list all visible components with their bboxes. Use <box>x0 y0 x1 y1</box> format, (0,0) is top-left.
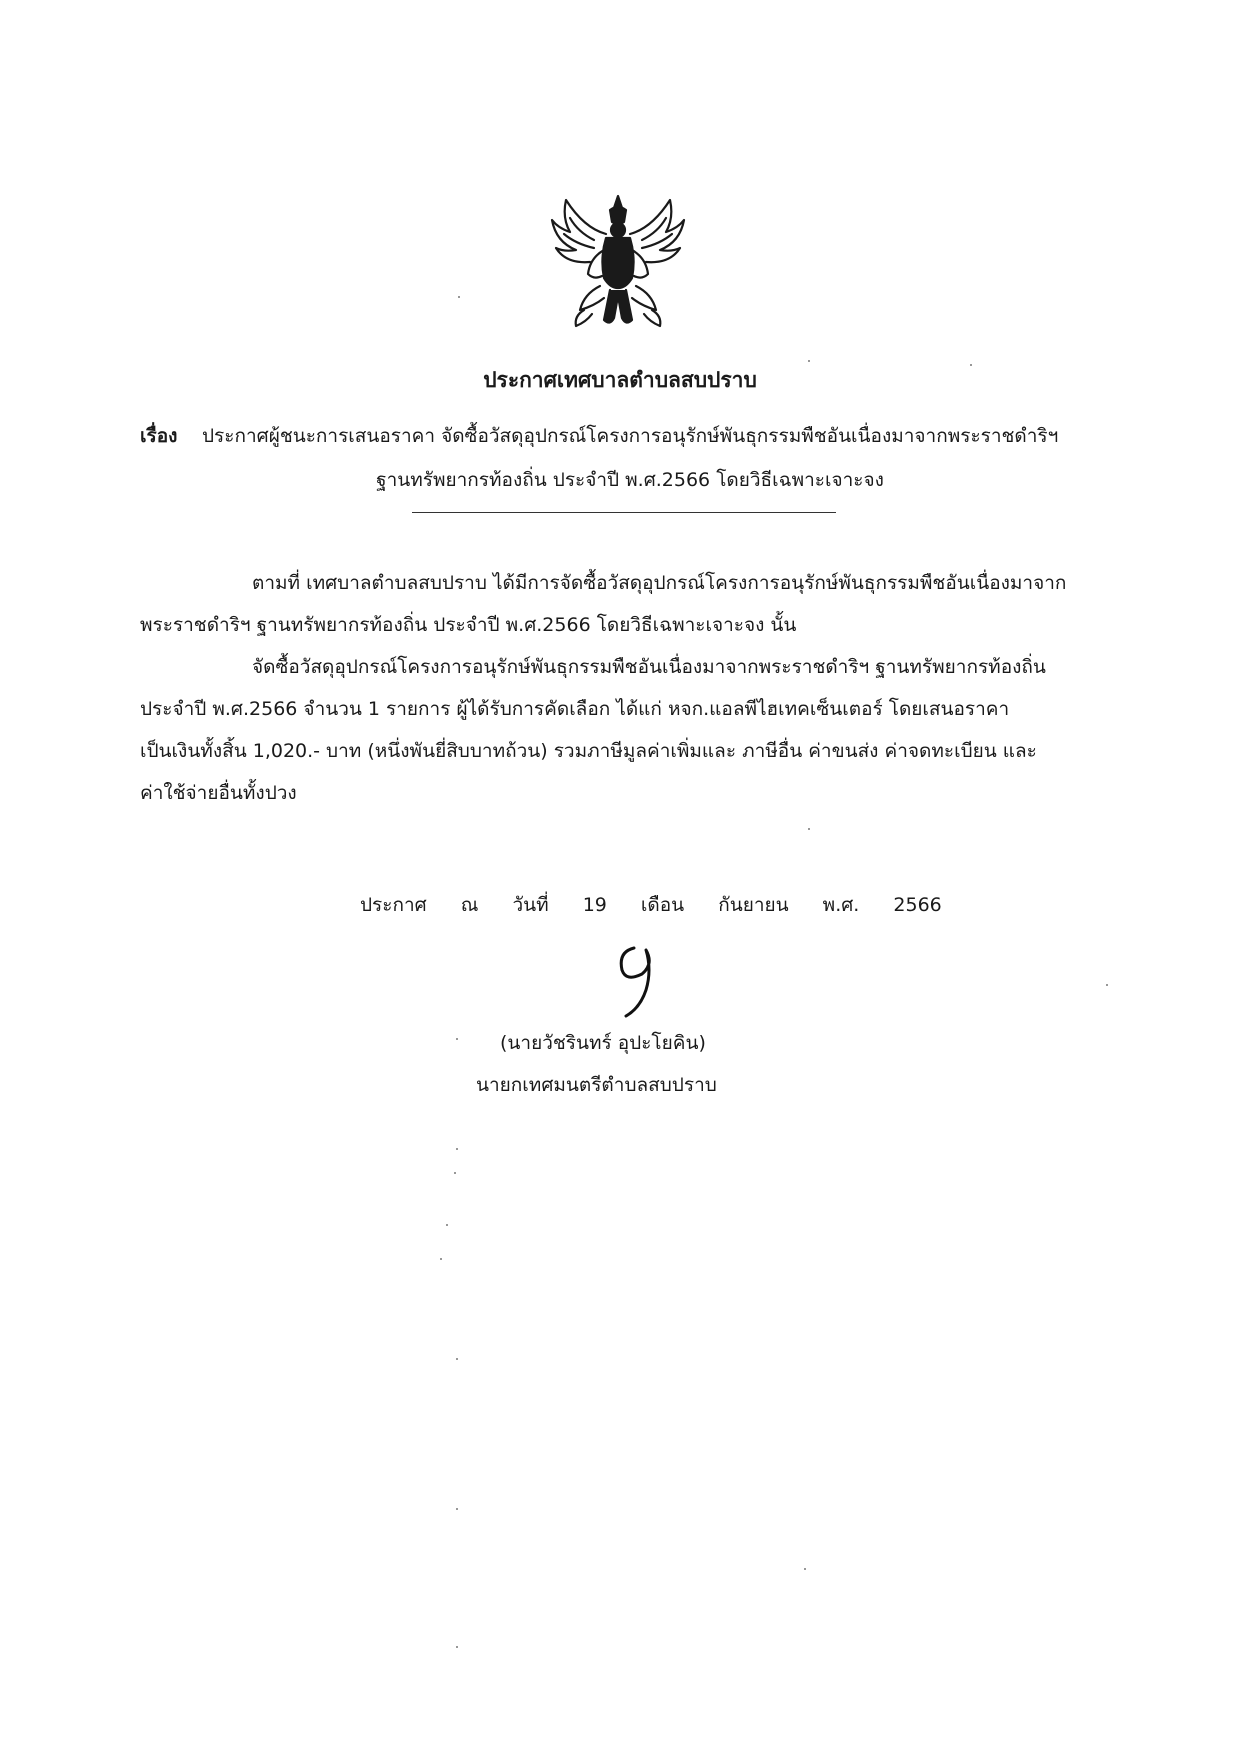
scan-speck <box>458 296 460 298</box>
scan-speck <box>454 1172 456 1174</box>
scan-speck <box>440 1258 442 1260</box>
subject-line-1: ประกาศผู้ชนะการเสนอราคา จัดซื้อวัสดุอุปกรณ์โครงการอนุรักษ์พันธุกรรมพืชอันเนื่องมาจากพระราชดำริฯ <box>202 425 1059 447</box>
subject-line-2: ฐานทรัพยากรท้องถิ่น ประจำปี พ.ศ.2566 โดยวิธีเฉพาะเจาะจง <box>376 469 884 491</box>
scan-speck <box>446 1224 448 1226</box>
scan-speck <box>1106 984 1108 986</box>
paragraph-line: เป็นเงินทั้งสิ้น 1,020.- บาท (หนึ่งพันยี่สิบบาทถ้วน) รวมภาษีมูลค่าเพิ่มและ ภาษีอื่น ค่าขนส่ง ค่าจดทะเบียน และ <box>140 740 1037 762</box>
scan-speck <box>808 828 810 830</box>
scan-speck <box>808 360 810 362</box>
scan-speck <box>456 1038 458 1040</box>
scan-speck <box>456 1358 458 1360</box>
announcement-date <box>360 890 960 920</box>
date-day: 19 <box>582 894 607 916</box>
signer-name: (นายวัชรินทร์ อุปะโยคิน) <box>500 1032 706 1054</box>
scan-speck <box>804 1568 806 1570</box>
date-month-label: เดือน <box>640 894 685 916</box>
subject-label: เรื่อง <box>140 425 178 447</box>
signer-title: นายกเทศมนตรีตำบลสบปราบ <box>476 1074 717 1096</box>
scan-speck <box>970 364 972 366</box>
scan-speck <box>456 1148 458 1150</box>
date-month: กันยายน <box>718 894 789 916</box>
page-title: ประกาศเทศบาลตำบลสบปราบ <box>483 368 757 392</box>
paragraph-line: จัดซื้อวัสดุอุปกรณ์โครงการอนุรักษ์พันธุกรรมพืชอันเนื่องมาจากพระราชดำริฯ ฐานทรัพยากรท้องถิ่น <box>252 656 1046 678</box>
date-prefix: ประกาศ <box>360 894 427 916</box>
paragraph-line: ประจำปี พ.ศ.2566 จำนวน 1 รายการ ผู้ได้รับการคัดเลือก ได้แก่ หจก.แอลพีไฮเทคเซ็นเตอร์ โดยเสนอราคา <box>140 698 1010 720</box>
date-year: 2566 <box>893 894 942 916</box>
paragraph-intro <box>140 562 1120 646</box>
handwritten-signature-icon <box>596 940 676 1022</box>
paragraph-line: ตามที่ เทศบาลตำบลสบปราบ ได้มีการจัดซื้อวัสดุอุปกรณ์โครงการอนุรักษ์พันธุกรรมพืชอันเนื่องมาจาก <box>252 572 1067 594</box>
date-day-label: วันที่ <box>512 894 549 916</box>
scan-speck <box>456 1646 458 1648</box>
paragraph-award <box>140 646 1120 814</box>
date-at: ณ <box>460 894 479 916</box>
scan-speck <box>456 1508 458 1510</box>
divider <box>412 512 836 513</box>
garuda-emblem-icon <box>544 188 692 336</box>
paragraph-line: พระราชดำริฯ ฐานทรัพยากรท้องถิ่น ประจำปี พ.ศ.2566 โดยวิธีเฉพาะเจาะจง นั้น <box>140 614 797 636</box>
paragraph-line: ค่าใช้จ่ายอื่นทั้งปวง <box>140 782 297 804</box>
date-year-label: พ.ศ. <box>822 894 860 916</box>
